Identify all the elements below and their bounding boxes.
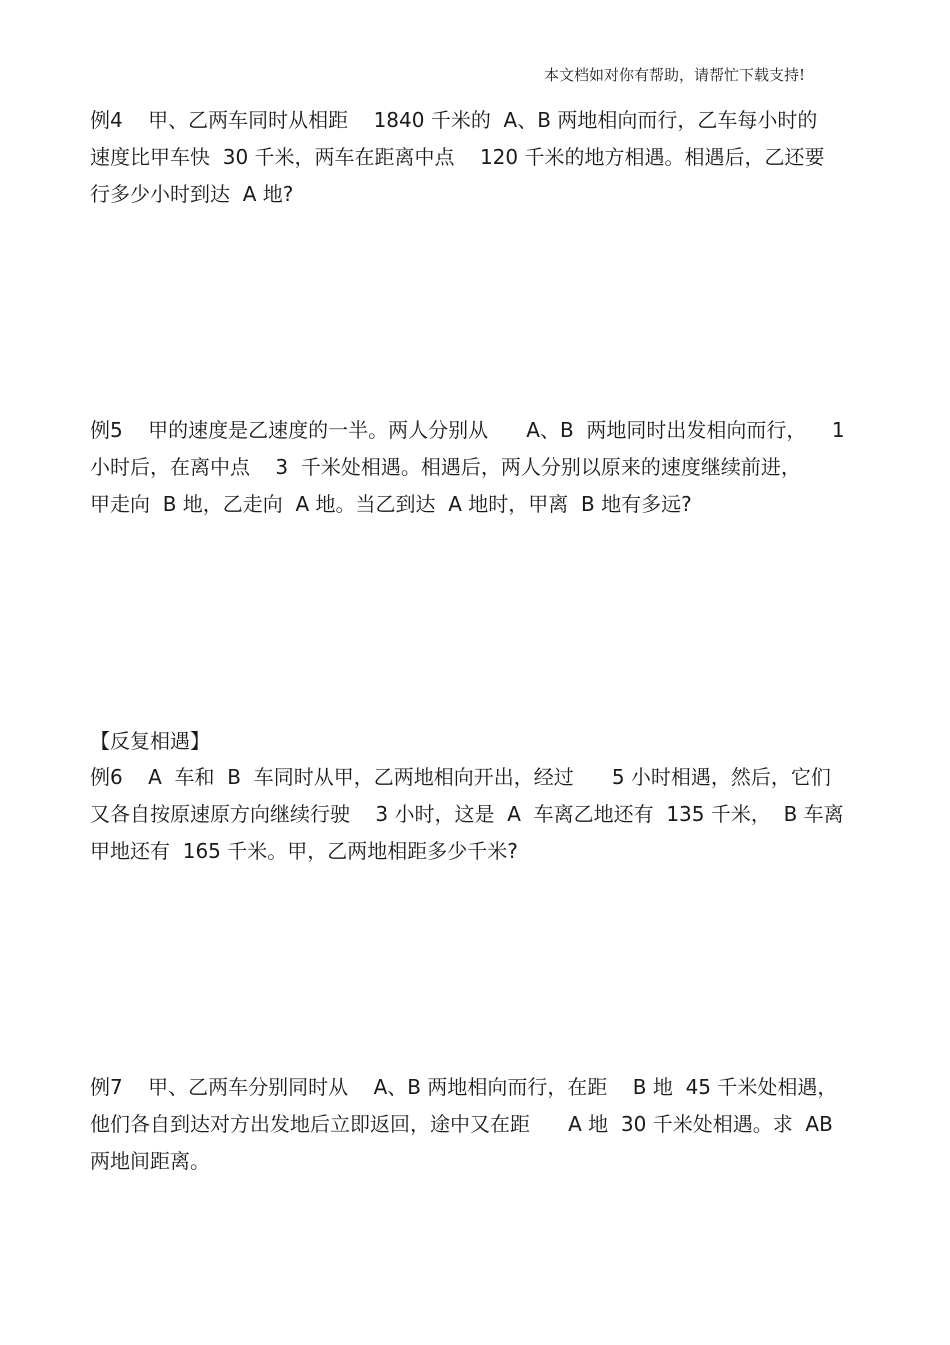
ex7-line-1: 例7 甲、乙两车分别同时从 A、B 两地相向而行，在距 B 地 45 千米处相遇，: [90, 1075, 838, 1099]
ex7-line-3: 两地间距离。: [90, 1149, 210, 1173]
section-heading: 【反复相遇】: [90, 729, 210, 753]
ex5-line-2: 小时后，在离中点 3 千米处相遇。相遇后，两人分别以原来的速度继续前进，: [90, 455, 801, 479]
ex6-line-1: 例6 A 车和 B 车同时从甲，乙两地相向开出，经过 5 小时相遇，然后，它们: [90, 765, 831, 789]
ex6-line-3: 甲地还有 165 千米。甲，乙两地相距多少千米?: [90, 839, 518, 863]
ex4-line-3: 行多少小时到达 A 地?: [90, 182, 294, 206]
ex5-line-1: 例5 甲的速度是乙速度的一半。两人分别从 A、B 两地同时出发相向而行， 1: [90, 418, 845, 442]
ex7-line-2: 他们各自到达对方出发地后立即返回，途中又在距 A 地 30 千米处相遇。求 AB: [90, 1112, 833, 1136]
ex4-line-2: 速度比甲车快 30 千米，两车在距离中点 120 千米的地方相遇。相遇后，乙还要: [90, 145, 825, 169]
ex4-line-1: 例4 甲、乙两车同时从相距 1840 千米的 A、B 两地相向而行，乙车每小时的: [90, 108, 818, 132]
ex6-line-2: 又各自按原速原方向继续行驶 3 小时，这是 A 车离乙地还有 135 千米， B 车离: [90, 802, 844, 826]
ex5-line-3: 甲走向 B 地，乙走向 A 地。当乙到达 A 地时，甲离 B 地有多远?: [90, 492, 692, 516]
header-note: 本文档如对你有帮助，请帮忙下载支持!: [544, 66, 806, 84]
